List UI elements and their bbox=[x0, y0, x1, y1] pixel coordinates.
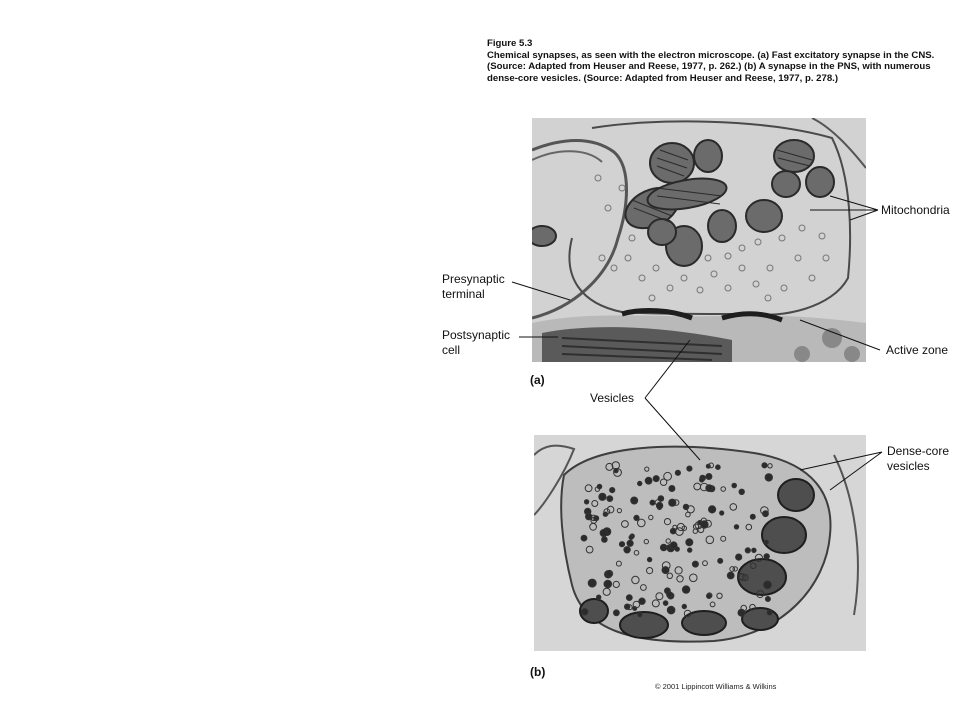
figure-caption bbox=[487, 38, 947, 84]
dense-core-vesicle bbox=[614, 610, 620, 616]
dense-core-vesicle bbox=[745, 548, 750, 553]
dense-core-vesicle bbox=[718, 558, 723, 563]
dense-core-vesicle bbox=[599, 493, 606, 500]
micrograph-b bbox=[534, 435, 866, 651]
caption-line: (Source: Adapted from Heuser and Reese, 1977, p. 262.) (b) A synapse in the PNS, with numerous bbox=[487, 61, 931, 72]
caption-line: dense-core vesicles. (Source: Adapted from Heuser and Reese, 1977, p. 278.) bbox=[487, 72, 839, 84]
dense-core-vesicle bbox=[597, 595, 601, 599]
dense-core-vesicle bbox=[716, 465, 721, 470]
dense-core-vesicle bbox=[647, 557, 651, 561]
active-zone-label: Active zone bbox=[886, 343, 949, 357]
dense-core-vesicle bbox=[709, 506, 716, 513]
panel-b-label: (b) bbox=[530, 665, 546, 679]
dense-core-vesicle bbox=[701, 521, 708, 528]
caption-line: Chemical synapses, as seen with the electron microscope. (a) Fast excitatory synapse in the CNS. bbox=[487, 49, 935, 61]
dense-core-vesicle bbox=[626, 595, 632, 601]
dense-core-vesicle bbox=[582, 609, 588, 615]
dense-core-vesicle bbox=[720, 511, 724, 515]
dense-core-vesicle bbox=[600, 530, 607, 537]
dense-core-vesicle bbox=[584, 500, 588, 504]
dense-core-vesicle bbox=[669, 499, 676, 506]
dense-core-vesicle bbox=[670, 528, 676, 534]
dense-core-vesicle bbox=[707, 594, 712, 599]
micrograph-b-image bbox=[534, 435, 866, 651]
dense-core-vesicle bbox=[706, 485, 713, 492]
dense-core-vesicle bbox=[624, 547, 630, 553]
dense-core-vesicle bbox=[764, 540, 768, 544]
dense-core-vesicle bbox=[663, 601, 668, 606]
dense-core-vesicle bbox=[682, 604, 686, 608]
dense-core-vesicle bbox=[764, 554, 769, 559]
dense-core-vesicle bbox=[736, 554, 742, 560]
dense-core-vesicle bbox=[682, 586, 689, 593]
dense-core-vesicle bbox=[765, 474, 772, 481]
dense-core-vesicle bbox=[581, 535, 587, 541]
dense-core-vesicle bbox=[607, 496, 613, 502]
dense-core-vesicle bbox=[706, 474, 712, 480]
dense-core-vesicle bbox=[586, 513, 592, 519]
presynaptic-label: Presynaptic terminal bbox=[442, 272, 505, 301]
dense-core-vesicle bbox=[764, 581, 772, 589]
dense-core-vesicle bbox=[669, 486, 675, 492]
copyright: © 2001 Lippincott Williams & Wilkins bbox=[655, 682, 777, 691]
vesicles-label: Vesicles bbox=[590, 391, 635, 405]
dense-core-vesicle bbox=[739, 489, 744, 494]
dense-core-vesicle bbox=[610, 488, 615, 493]
micrograph-a-image bbox=[532, 118, 866, 362]
dense-core-vesicle bbox=[638, 613, 642, 617]
dense-core-vesicle bbox=[667, 592, 673, 598]
dense-core-vesicle bbox=[625, 604, 630, 609]
dense-core-vesicle bbox=[762, 463, 767, 468]
dense-core-vesicle bbox=[670, 542, 677, 549]
dense-core-vesicle bbox=[687, 466, 692, 471]
dense-core-vesicle bbox=[619, 542, 624, 547]
dense-core-vesicle bbox=[765, 597, 770, 602]
dense-core-vesicle bbox=[653, 476, 659, 482]
dense-core-label: Dense-core vesicles bbox=[887, 444, 950, 473]
dense-core-vesicle bbox=[750, 514, 755, 519]
dense-core-vesicle bbox=[588, 579, 596, 587]
panel-a-label: (a) bbox=[530, 373, 545, 387]
dense-core-vesicle bbox=[656, 502, 662, 508]
figure-number: Figure 5.3 bbox=[487, 38, 533, 49]
dense-core-vesicle bbox=[645, 477, 652, 484]
dense-core-vesicle bbox=[650, 500, 655, 505]
dense-core-vesicle bbox=[734, 525, 738, 529]
postsynaptic-label: Postsynaptic cell bbox=[442, 328, 511, 357]
dense-core-vesicle bbox=[700, 478, 704, 482]
dense-core-vesicle bbox=[752, 548, 756, 552]
dense-core-vesicle bbox=[638, 481, 642, 485]
dense-core-vesicle bbox=[767, 610, 772, 615]
dense-core-vesicle bbox=[631, 497, 638, 504]
dense-core-vesicle bbox=[727, 572, 734, 579]
dense-core-vesicle bbox=[667, 606, 675, 614]
dense-core-vesicle bbox=[686, 539, 693, 546]
dense-core-vesicle bbox=[629, 535, 633, 539]
dense-core-vesicle bbox=[675, 470, 680, 475]
mitochondria-label: Mitochondria bbox=[881, 203, 950, 217]
dense-core-vesicle bbox=[627, 540, 633, 546]
dense-core-vesicle bbox=[732, 483, 737, 488]
dense-core-vesicle bbox=[688, 548, 692, 552]
dense-core-vesicle bbox=[692, 561, 698, 567]
micrograph-a bbox=[532, 118, 866, 362]
dense-core-vesicle bbox=[602, 537, 608, 543]
dense-core-vesicle bbox=[634, 515, 639, 520]
dense-core-vesicle bbox=[662, 567, 669, 574]
dense-core-vesicle bbox=[604, 580, 612, 588]
